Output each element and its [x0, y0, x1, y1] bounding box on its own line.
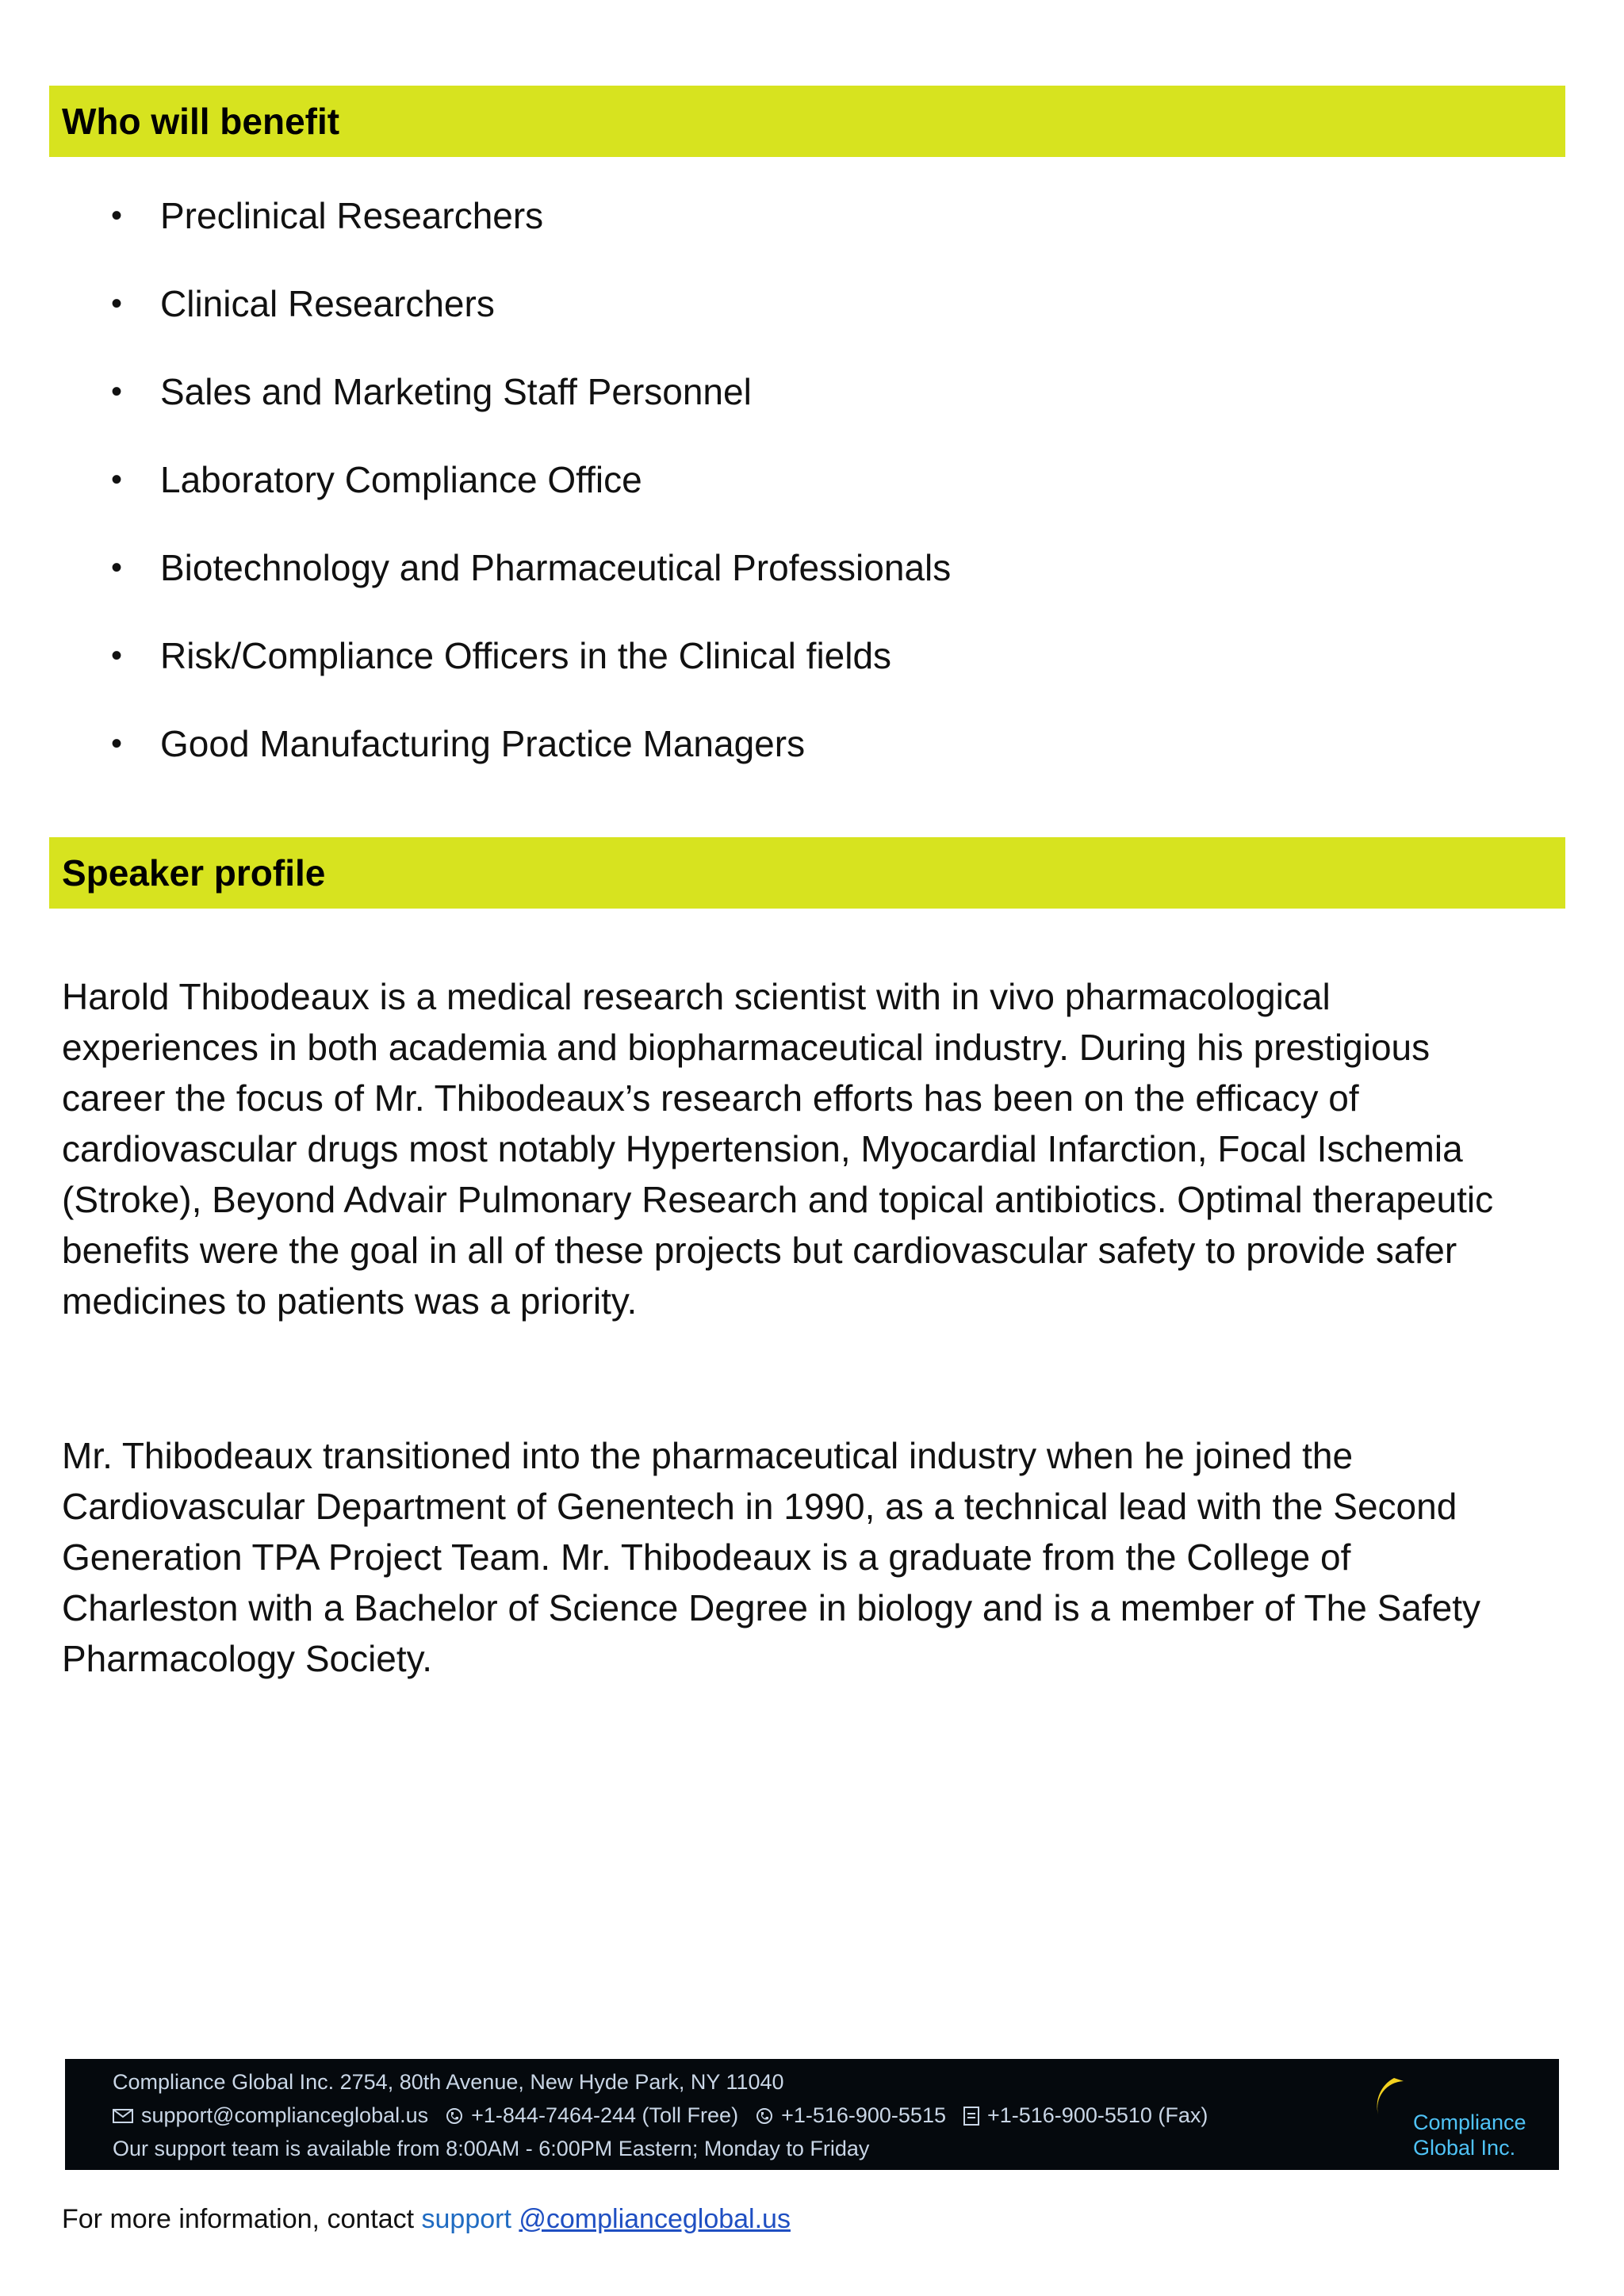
bio-line: career the focus of Mr. Thibodeaux’s research efforts has been on the efficacy of — [62, 1077, 1359, 1119]
speaker-profile-title: Speaker profile — [62, 852, 326, 894]
speaker-bio-paragraph-1 — [62, 971, 1568, 1326]
bio-line: cardiovascular drugs most notably Hypertension, Myocardial Infarction, Focal Ischemia — [62, 1128, 1463, 1169]
footer-address: Compliance Global Inc. 2754, 80th Avenue, New Hyde Park, NY 11040 — [113, 2070, 784, 2094]
bio-line: benefits were the goal in all of these projects but cardiovascular safety to provide safer — [62, 1230, 1457, 1271]
who-will-benefit-title: Who will benefit — [62, 101, 340, 142]
logo-line-1: Compliance — [1413, 2110, 1526, 2134]
footer-phone: +1-516-900-5515 — [781, 2103, 946, 2127]
logo-text — [1413, 2110, 1526, 2160]
contact-line — [62, 2204, 791, 2235]
bullet-icon: • — [111, 374, 123, 409]
footer-contacts — [113, 2103, 1208, 2128]
bio-line: Pharmacology Society. — [62, 1638, 433, 1679]
bullet-icon: • — [111, 286, 123, 321]
bio-line: experiences in both academia and biopharmaceutical industry. During his prestigious — [62, 1027, 1431, 1068]
bio-line: Mr. Thibodeaux transitioned into the pharmaceutical industry when he joined the — [62, 1435, 1354, 1476]
who-will-benefit-header — [49, 86, 1565, 157]
bio-line: Charleston with a Bachelor of Science Degree in biology and is a member of The Safety — [62, 1587, 1481, 1628]
benefit-item-text: Clinical Researchers — [160, 283, 495, 324]
benefit-item-text: Good Manufacturing Practice Managers — [160, 723, 806, 764]
bullet-icon: • — [111, 550, 123, 585]
fax-icon — [963, 2107, 979, 2126]
compliance-global-logo — [1346, 2067, 1537, 2162]
speaker-profile-header — [49, 837, 1565, 909]
bio-line: Harold Thibodeaux is a medical research scientist with in vivo pharmacological — [62, 976, 1331, 1017]
mail-icon — [113, 2108, 133, 2124]
footer-email[interactable]: support@complianceglobal.us — [141, 2103, 429, 2127]
benefit-item-text: Laboratory Compliance Office — [160, 459, 642, 500]
benefit-item-text: Risk/Compliance Officers in the Clinical fields — [160, 635, 892, 676]
footer-banner — [65, 2059, 1559, 2170]
speaker-bio-paragraph-2 — [62, 1430, 1568, 1684]
bio-line: medicines to patients was a priority. — [62, 1280, 638, 1322]
phone-icon — [756, 2107, 773, 2125]
contact-prefix: For more information, contact — [62, 2204, 422, 2234]
bio-line: (Stroke), Beyond Advair Pulmonary Research and topical antibiotics. Optimal therapeutic — [62, 1179, 1494, 1220]
bullet-icon: • — [111, 462, 123, 497]
benefit-item-text: Preclinical Researchers — [160, 195, 544, 236]
bullet-icon: • — [111, 198, 123, 233]
logo-line-2: Global Inc. — [1413, 2136, 1516, 2160]
benefit-item-text: Sales and Marketing Staff Personnel — [160, 371, 752, 412]
bullet-icon: • — [111, 726, 123, 761]
bio-line: Generation TPA Project Team. Mr. Thibodeaux is a graduate from the College of — [62, 1536, 1351, 1578]
phone-icon — [446, 2107, 463, 2125]
contact-domain-link[interactable]: @complianceglobal.us — [519, 2204, 791, 2234]
footer-fax: +1-516-900-5510 (Fax) — [986, 2103, 1208, 2127]
bio-line: Cardiovascular Department of Genentech in 1990, as a technical lead with the Second — [62, 1486, 1457, 1527]
contact-support-link[interactable]: support — [421, 2204, 511, 2234]
bullet-icon: • — [111, 638, 123, 673]
benefit-item-text: Biotechnology and Pharmaceutical Professionals — [160, 547, 952, 588]
footer-toll-free: +1-844-7464-244 (Toll Free) — [471, 2103, 739, 2127]
footer-hours: Our support team is available from 8:00AM - 6:00PM Eastern; Monday to Friday — [113, 2137, 870, 2160]
